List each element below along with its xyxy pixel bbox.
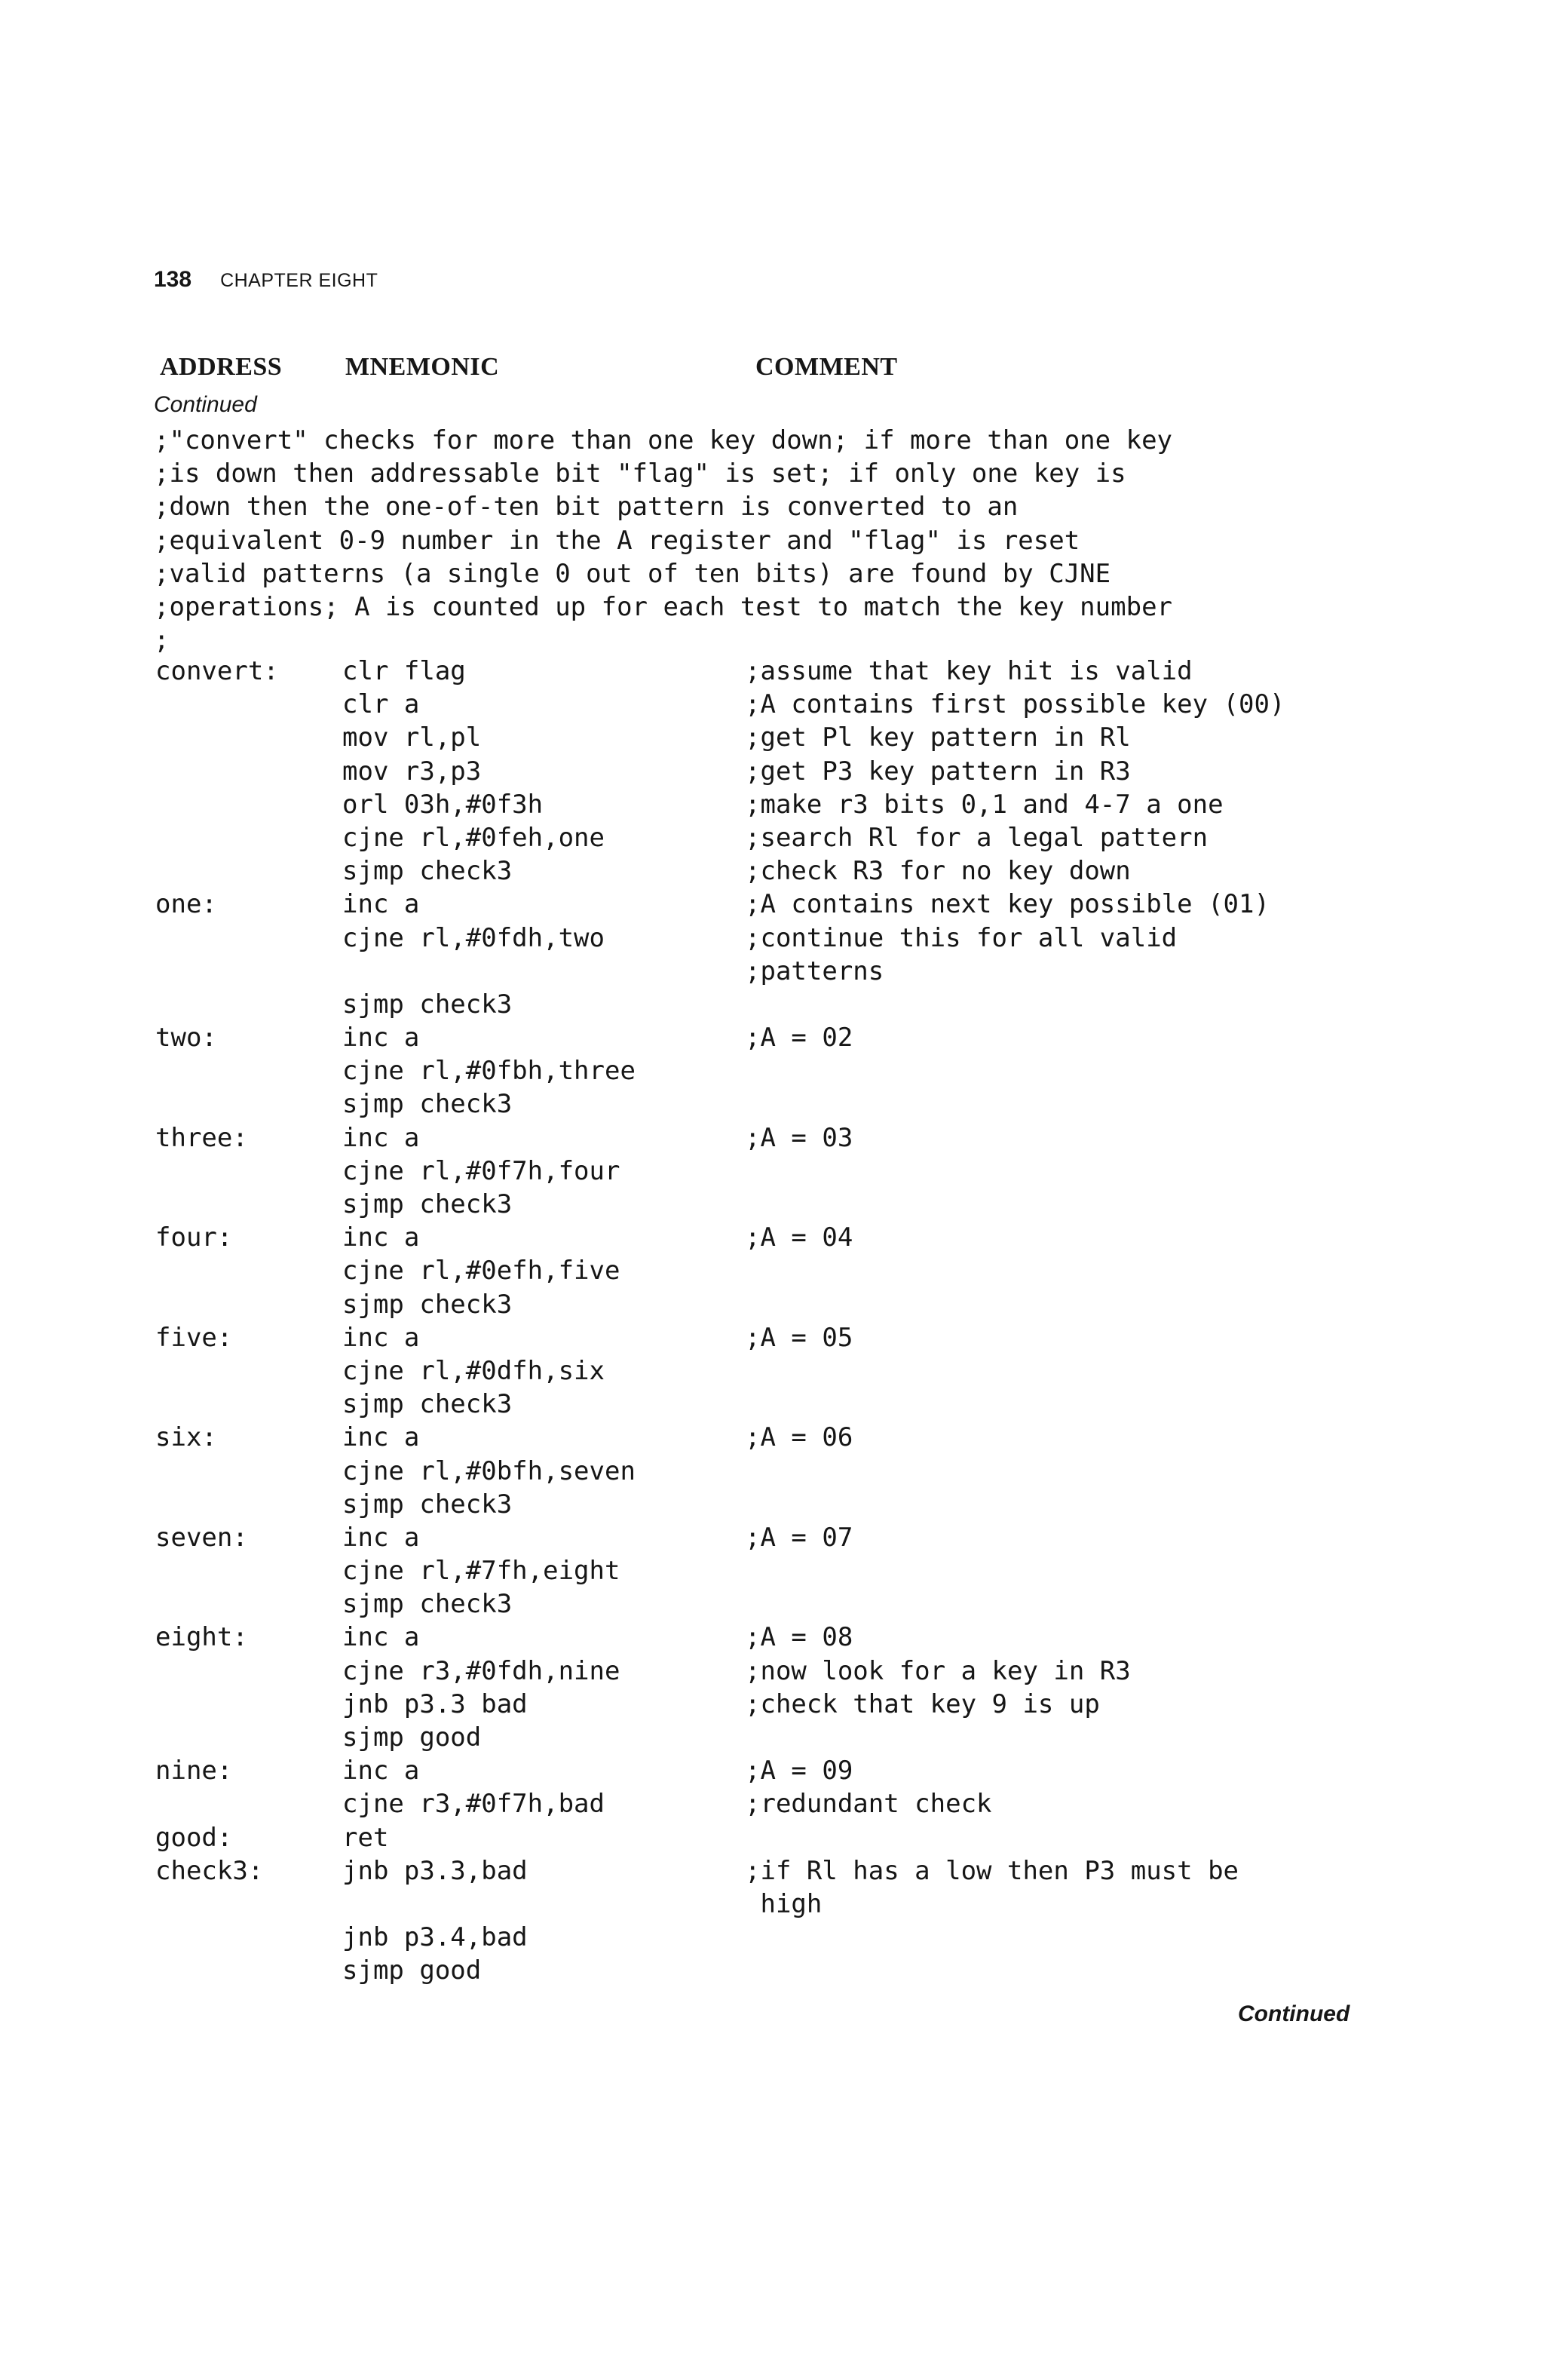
code-row <box>155 1388 1392 1421</box>
comment-text: ;A = 02 <box>745 1023 853 1054</box>
comment-text: high <box>745 1888 823 1919</box>
address-label: eight: <box>155 1622 248 1653</box>
comment-text: ;make r3 bits 0,1 and 4-7 a one <box>745 789 1224 820</box>
mnemonic-text: sjmp good <box>342 1955 482 1986</box>
address-label: two: <box>155 1023 217 1054</box>
code-row <box>155 922 1392 955</box>
mnemonic-text: sjmp check3 <box>342 1389 513 1420</box>
code-row <box>155 1021 1392 1054</box>
code-row <box>155 888 1392 921</box>
mnemonic-text: mov rl,pl <box>342 722 482 753</box>
mnemonic-text: jnb p3.3,bad <box>342 1855 528 1886</box>
code-row <box>155 655 1392 688</box>
code-row <box>155 1421 1392 1454</box>
mnemonic-text: inc a <box>342 1622 420 1653</box>
intro-comment-line: ;"convert" checks for more than one key down; if more than one key <box>154 425 1173 455</box>
comment-text: ;A = 09 <box>745 1756 853 1787</box>
code-row <box>155 788 1392 821</box>
mnemonic-text: inc a <box>342 1756 420 1787</box>
mnemonic-text: inc a <box>342 1522 420 1553</box>
column-header-comment: COMMENT <box>755 353 898 381</box>
mnemonic-text: cjne rl,#0bfh,seven <box>342 1455 636 1486</box>
code-row <box>155 988 1392 1021</box>
column-header-mnemonic: MNEMONIC <box>345 353 500 381</box>
code-row <box>155 1488 1392 1521</box>
code-row <box>155 1554 1392 1587</box>
mnemonic-text: cjne r3,#0f7h,bad <box>342 1789 605 1820</box>
mnemonic-text: cjne rl,#0efh,five <box>342 1256 620 1287</box>
mnemonic-text: sjmp check3 <box>342 1089 513 1120</box>
mnemonic-text: jnb p3.3 bad <box>342 1688 528 1719</box>
code-row <box>155 854 1392 888</box>
mnemonic-text: sjmp check3 <box>342 1589 513 1620</box>
code-row <box>155 1321 1392 1354</box>
code-row <box>155 1721 1392 1754</box>
comment-text: ;now look for a key in R3 <box>745 1655 1131 1686</box>
mnemonic-text: inc a <box>342 1422 420 1453</box>
code-row <box>155 1354 1392 1388</box>
code-row <box>155 1787 1392 1820</box>
mnemonic-text: cjne rl,#0feh,one <box>342 822 605 853</box>
code-row <box>155 755 1392 788</box>
mnemonic-text: inc a <box>342 1023 420 1054</box>
page-number: 138 <box>154 267 192 292</box>
address-label: five: <box>155 1322 233 1353</box>
address-label: three: <box>155 1122 248 1153</box>
mnemonic-text: sjmp good <box>342 1722 482 1753</box>
mnemonic-text: cjne rl,#0fdh,two <box>342 922 605 953</box>
code-row <box>155 1621 1392 1654</box>
mnemonic-text: sjmp check3 <box>342 856 513 887</box>
address-label: convert: <box>155 656 279 686</box>
mnemonic-text: sjmp check3 <box>342 989 513 1020</box>
comment-text: ;continue this for all valid <box>745 922 1178 953</box>
code-row <box>155 955 1392 988</box>
comment-text: ;patterns <box>745 955 884 986</box>
code-row <box>155 1254 1392 1287</box>
address-label: seven: <box>155 1522 248 1553</box>
comment-text: ;check R3 for no key down <box>745 856 1131 887</box>
comment-text: ;A contains next key possible (01) <box>745 889 1270 920</box>
address-label: good: <box>155 1822 233 1853</box>
comment-text: ;get Pl key pattern in Rl <box>745 722 1131 753</box>
mnemonic-text: cjne rl,#7fh,eight <box>342 1556 620 1587</box>
intro-comment-line: ; <box>154 625 170 656</box>
comment-text: ;A contains first possible key (00) <box>745 689 1285 720</box>
code-row <box>155 1188 1392 1221</box>
address-label: one: <box>155 889 217 920</box>
code-row <box>155 1288 1392 1321</box>
code-row <box>155 1821 1392 1854</box>
comment-text: ;redundant check <box>745 1789 992 1820</box>
column-header-address: ADDRESS <box>160 353 283 381</box>
intro-comment-line: ;is down then addressable bit "flag" is set; if only one key is <box>154 459 1126 489</box>
intro-comment-line: ;equivalent 0-9 number in the A register and "flag" is reset <box>154 525 1080 556</box>
code-row <box>155 1754 1392 1787</box>
mnemonic-text: clr a <box>342 689 420 720</box>
comment-text: ;A = 06 <box>745 1422 853 1453</box>
code-row <box>155 1155 1392 1188</box>
mnemonic-text: cjne rl,#0f7h,four <box>342 1155 620 1186</box>
code-row <box>155 1921 1392 1954</box>
code-row <box>155 721 1392 754</box>
address-label: nine: <box>155 1756 233 1787</box>
code-row <box>155 1688 1392 1721</box>
code-row <box>155 688 1392 721</box>
comment-text: ;if Rl has a low then P3 must be <box>745 1855 1239 1886</box>
code-row <box>155 1221 1392 1254</box>
code-listing <box>155 655 1392 1988</box>
code-row <box>155 1655 1392 1688</box>
code-row <box>155 1521 1392 1554</box>
page-header <box>154 267 378 293</box>
mnemonic-text: clr flag <box>342 656 466 686</box>
continued-label-bottom: Continued <box>1238 2001 1350 2026</box>
code-row <box>155 1954 1392 1987</box>
mnemonic-text: cjne rl,#0fbh,three <box>342 1056 636 1087</box>
mnemonic-text: sjmp check3 <box>342 1489 513 1520</box>
chapter-title: CHAPTER EIGHT <box>220 270 378 291</box>
code-row <box>155 1888 1392 1921</box>
mnemonic-text: orl 03h,#0f3h <box>342 789 544 820</box>
continued-label-top: Continued <box>154 392 257 417</box>
code-row <box>155 1121 1392 1155</box>
comment-text: ;A = 04 <box>745 1222 853 1253</box>
code-row <box>155 1455 1392 1488</box>
mnemonic-text: inc a <box>342 889 420 920</box>
comment-text: ;A = 08 <box>745 1622 853 1653</box>
mnemonic-text: cjne r3,#0fdh,nine <box>342 1655 620 1686</box>
address-label: four: <box>155 1222 233 1253</box>
code-row <box>155 1054 1392 1087</box>
intro-comment-line: ;operations; A is counted up for each test to match the key number <box>154 591 1173 622</box>
comment-text: ;check that key 9 is up <box>745 1688 1100 1719</box>
code-row <box>155 1854 1392 1888</box>
intro-comment-line: ;valid patterns (a single 0 out of ten bits) are found by CJNE <box>154 558 1111 589</box>
mnemonic-text: mov r3,p3 <box>342 756 482 787</box>
code-row <box>155 1587 1392 1621</box>
intro-comment-block <box>154 424 1172 657</box>
mnemonic-text: cjne rl,#0dfh,six <box>342 1355 605 1386</box>
comment-text: ;A = 07 <box>745 1522 853 1553</box>
comment-text: ;get P3 key pattern in R3 <box>745 756 1131 787</box>
comment-text: ;assume that key hit is valid <box>745 656 1193 686</box>
address-label: six: <box>155 1422 217 1453</box>
comment-text: ;search Rl for a legal pattern <box>745 822 1209 853</box>
mnemonic-text: jnb p3.4,bad <box>342 1922 528 1953</box>
mnemonic-text: inc a <box>342 1122 420 1153</box>
mnemonic-text: inc a <box>342 1222 420 1253</box>
mnemonic-text: sjmp check3 <box>342 1289 513 1320</box>
code-row <box>155 1087 1392 1121</box>
comment-text: ;A = 03 <box>745 1122 853 1153</box>
mnemonic-text: ret <box>342 1822 389 1853</box>
mnemonic-text: sjmp check3 <box>342 1189 513 1219</box>
address-label: check3: <box>155 1855 264 1886</box>
intro-comment-line: ;down then the one-of-ten bit pattern is converted to an <box>154 492 1019 523</box>
mnemonic-text: inc a <box>342 1322 420 1353</box>
comment-text: ;A = 05 <box>745 1322 853 1353</box>
code-row <box>155 821 1392 854</box>
